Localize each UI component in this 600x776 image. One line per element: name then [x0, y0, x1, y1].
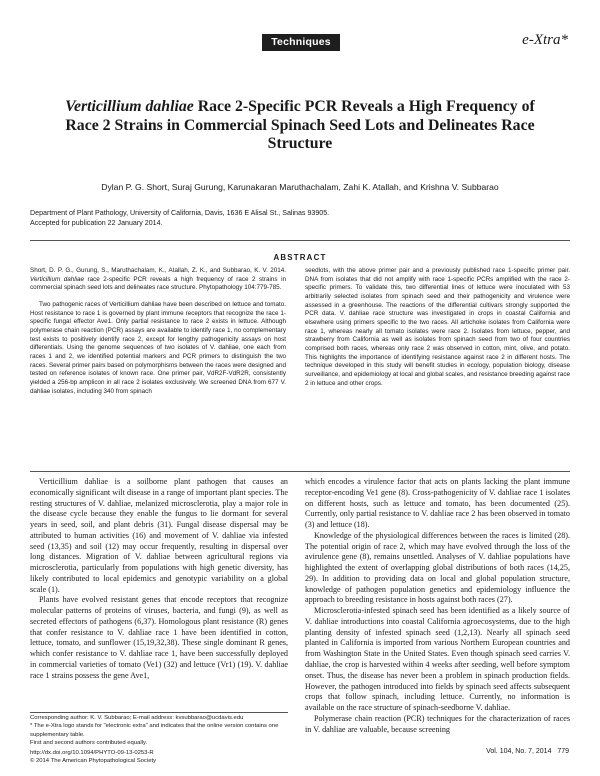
- volume-issue: Vol. 104, No. 7, 2014: [486, 748, 552, 755]
- citation-post: race 2-specific PCR reveals a high frequency of race 2 strains in commercial spinach seed lots and delineates race structure. Phytopathology 104:779-785.: [30, 275, 286, 292]
- abstract-left-column: [30, 267, 286, 396]
- intro-paragraph-3: which encodes a virulence factor that acts on plants lacking the plant immune receptor-encoding Ve1 gene (8). Cross-pathogenicity of V. dahliae race 1 isolates on different hosts, such as lettuce and tomato, has been documented (25). Currently, only partial resistance to V. dahliae race 2 has been observed in tomato (3) and lettuce (18).: [305, 477, 570, 530]
- intro-paragraph-4: Knowledge of the physiological differences between the races is limited (28). The potential origin of race 2, which may have evolved through the loss of the avirulence gene (8), remains unsettled. Analyses of V. dahliae populations have highlighted the extent of overlapping global distributions of both races (14,25, 29). In addition to providing data on local and global population structure, knowledge of pathogen population genetics and epidemiology influence the approach to breeding resistance in hosts against both races (27).: [305, 530, 570, 605]
- corresponding-author: Corresponding author: K. V. Subbarao; E-mail address: kvsubbarao@ucdavis.edu: [30, 715, 244, 721]
- equal-contribution: First and second authors contributed equally.: [30, 740, 148, 747]
- body-left-column: [30, 477, 288, 682]
- abstract-text-right: seedlots, with the above primer pair and a previously published race 1-specific primer pair. DNA from isolates that did not amplify with race 1-specific PCRs amplified with the race 2-specific primers. To validate this, two differential lines of lettuce were inoculated with 53 arbitrarily selected isolates from spinach seed and their pathogenicity and virulence were assessed in a greenhouse. The reactions of the differential cultivars strongly supported the PCR data. V. dahliae race structure was investigated in crops in coastal California and elsewhere using primers specific to the two races. All artichoke isolates from California were race 1, whereas nearly all tomato isolates were race 2. Isolates from lettuce, pepper, and strawberry from California as well as isolates from spinach seed from two of four countries comprised both races, whereas only race 2 was observed in cotton, mint, olive, and potato. This highlights the importance of identifying resistance against race 2 in different hosts. The technique developed in this study will benefit studies in ecology, population biology, disease surveillance, and epidemiology at local and global scales, and resistance breeding against race 2 in lettuce and other crops.: [305, 267, 570, 387]
- intro-paragraph-2: Plants have evolved resistant genes that encode receptors that recognize molecular patterns of proteins of viruses, bacteria, and fungi (9), as well as secreted effectors of pathogens (6,37). Homologous plant resistance (R) genes that confer resistance to V. dahliae race 1 have been identified in cotton, lettuce, tomato, and sunflower (15,19,32,38). These single dominant R genes, which confer resistance to V. dahliae race 1, have been successfully deployed in commercial varieties of tomato (Ve1) (32) and lettuce (Vr1) (19). V. dahliae race 1 strains possess the gene Ave1,: [30, 595, 288, 680]
- doi-link[interactable]: http://dx.doi.org/10.1094/PHYTO-09-13-0253-R: [30, 750, 154, 756]
- citation-pre: Short, D. P. G., Gurung, S., Maruthachalam, K., Atallah, Z. K., and Subbarao, K. V. 2014.: [30, 267, 286, 274]
- intro-paragraph-5: Microsclerotia-infested spinach seed has been identified as a likely source of V. dahliae introductions into coastal California agroecosystems, due to the high planting density of infested spinach seed (1,2,13). Nearly all spinach seed planted in California is imported from various Northern European countries and from Washington State in the United States. Even though spinach seed carries V. dahliae, the crop is harvested within 4 weeks after seeding, well before symptom onset. Thus, the disease has never been a problem in spinach production fields. However, the pathogen introduced into fields by spinach seed affects subsequent crops that follow spinach, including lettuce. Currently, no information is available on the race structure of spinach-seedborne V. dahliae.: [305, 606, 570, 713]
- abstract-text-left: Two pathogenic races of Verticillium dahliae have been described on lettuce and tomato. Host resistance to race 1 is governed by plant immune receptors that recognize the race 1-specific fungal effector Ave1. Only partial resistance to race 2 exists in lettuce. Although polymerase chain reaction (PCR) assays are available to identify race 1, no complementary test exists to positively identify race 2, except for lengthy pathogenicity assays on host differentials. Using the genome sequences of two isolates of V. dahliae, one each from races 1 and 2, we identified potential markers and PCR primers to distinguish the two races. Several primer pairs based on polymorphisms between the races were designed and tested on reference isolates of known race. One primer pair, VdR2F-VdR2R, consistently yielded a 256-bp amplicon in all race 2 isolates exclusively. We screened DNA from 677 V. dahliae isolates, including 340 from spinach: [30, 300, 286, 395]
- body-right-column: [305, 477, 570, 735]
- abstract-citation: [30, 267, 286, 293]
- footnotes: [30, 714, 288, 748]
- abstract-bottom-rule: [30, 471, 570, 472]
- affiliation-block: [30, 209, 570, 229]
- page-number: 779: [557, 748, 569, 755]
- abstract-top-rule: [30, 240, 570, 241]
- extra-logo: e-Xtra*: [522, 32, 568, 48]
- article-title: [60, 98, 540, 154]
- title-species: Verticillium dahliae: [65, 98, 194, 115]
- author-list: Dylan P. G. Short, Suraj Gurung, Karunakaran Maruthachalam, Zahi K. Atallah, and Krishna V. Subbarao: [101, 182, 499, 192]
- section-tag: Techniques: [262, 34, 340, 51]
- abstract-heading: ABSTRACT: [273, 253, 327, 262]
- copyright: © 2014 The American Phytopathological Society: [30, 758, 157, 764]
- intro-paragraph-6: Polymerase chain reaction (PCR) techniques for the characterization of races in V. dahliae are valuable, because screening: [305, 713, 570, 734]
- title-rest: Race 2-Specific PCR Reveals a High Frequency of Race 2 Strains in Commercial Spinach Seed Lots and Delineates Race Structure: [65, 98, 535, 152]
- footnote-rule: [30, 712, 288, 713]
- citation-species: Verticillium dahliae: [30, 275, 85, 283]
- page-footer: [30, 749, 156, 765]
- extra-footnote: * The e-Xtra logo stands for "electronic extra" and indicates that the online version contains one supplementary table.: [30, 723, 279, 738]
- affiliation: Department of Plant Pathology, University of California, Davis, 1636 E Alisal St., Salinas 93905.: [30, 209, 330, 217]
- volume-info: [486, 748, 569, 755]
- accepted-date: Accepted for publication 22 January 2014.: [30, 218, 163, 227]
- intro-paragraph-1: Verticillium dahliae is a soilborne plant pathogen that causes an economically significant wilt disease in a range of important plant species. The resting structures of V. dahliae, melanized microsclerotia, play a major role in the disease cycle because they enable the fungus to lie dormant for several years in seed, soil, and plant debris (31). Fungal disease dispersal may be attributed to human activities (16) and movement of V. dahliae via infested seed (13,35) and soil (12) may occur frequently, resulting in dispersal over long distances. Migration of V. dahliae between agricultural regions via microsclerotia, particularly from populations with high genetic diversity, has likely contributed to local epidemics and genotypic variability on a global scale (1).: [30, 477, 288, 594]
- abstract-right-column: [305, 267, 570, 388]
